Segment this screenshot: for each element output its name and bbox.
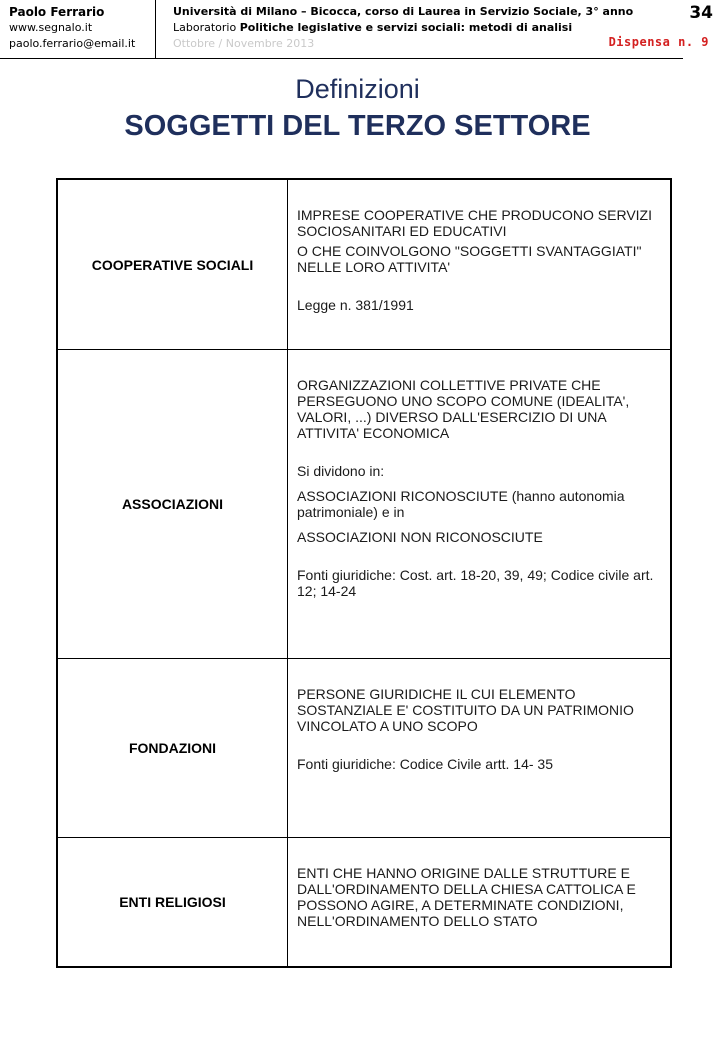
row-description bbox=[288, 659, 670, 837]
dispensa-label: Dispensa n. 9 bbox=[608, 35, 709, 49]
description-text: PERSONE GIURIDICHE IL CUI ELEMENTO SOSTANZIALE E' COSTITUITO DA UN PATRIMONIO VINCOLATO A UNO SCOPO bbox=[297, 686, 634, 734]
date-line: Ottobre / Novembre 2013 bbox=[173, 37, 315, 50]
description-text: ASSOCIAZIONI NON RICONOSCIUTE bbox=[297, 529, 543, 545]
page-number: 34 bbox=[689, 3, 713, 23]
website-link[interactable]: www.segnalo.it bbox=[9, 21, 93, 34]
description-text: Si dividono in: bbox=[297, 463, 385, 479]
lab-title: Politiche legislative e servizi sociali: metodi di analisi bbox=[239, 21, 573, 34]
course-block bbox=[173, 4, 643, 52]
definitions-table bbox=[56, 178, 672, 968]
row-label: FONDAZIONI bbox=[58, 659, 288, 837]
lab-prefix: Laboratorio bbox=[173, 21, 240, 34]
legal-source: Fonti giuridiche: Codice Civile artt. 14- 35 bbox=[297, 756, 554, 772]
header-divider bbox=[155, 0, 156, 58]
row-description bbox=[288, 350, 670, 658]
author-name: Paolo Ferrario bbox=[9, 5, 105, 19]
university-line: Università di Milano – Bicocca, corso di Laurea in Servizio Sociale, 3° anno bbox=[173, 5, 634, 18]
table-row bbox=[58, 350, 670, 659]
author-block bbox=[9, 4, 159, 52]
row-label: ENTI RELIGIOSI bbox=[58, 838, 288, 966]
table-row bbox=[58, 180, 670, 350]
description-text: O CHE COINVOLGONO "SOGGETTI SVANTAGGIATI" NELLE LORO ATTIVITA' bbox=[297, 243, 642, 275]
table-row bbox=[58, 838, 670, 966]
header-rule bbox=[0, 58, 683, 59]
page-title: Definizioni bbox=[295, 74, 420, 104]
description-text: ORGANIZZAZIONI COLLETTIVE PRIVATE CHE PERSEGUONO UNO SCOPO COMUNE (IDEALITA', VALORI, ...) DIVERSO DALL'ESERCIZIO DI UNA ATTIVITA' ECONOMICA bbox=[297, 377, 630, 441]
row-label: ASSOCIAZIONI bbox=[58, 350, 288, 658]
page-header bbox=[0, 0, 720, 58]
row-description bbox=[288, 838, 670, 966]
page-subtitle: SOGGETTI DEL TERZO SETTORE bbox=[124, 110, 591, 142]
description-text: ASSOCIAZIONI RICONOSCIUTE (hanno autonomia patrimoniale) e in bbox=[297, 488, 625, 520]
email-link[interactable]: paolo.ferrario@email.it bbox=[9, 37, 136, 50]
description-text: ENTI CHE HANNO ORIGINE DALLE STRUTTURE E DALL'ORDINAMENTO DELLA CHIESA CATTOLICA E POSSONO AGIRE, A DETERMINATE CONDIZIONI, NELL'ORDINAMENTO DELLO STATO bbox=[297, 865, 636, 929]
legal-source: Legge n. 381/1991 bbox=[297, 297, 414, 313]
row-description bbox=[288, 180, 670, 349]
table-row bbox=[58, 659, 670, 838]
row-label: COOPERATIVE SOCIALI bbox=[58, 180, 288, 349]
description-text: IMPRESE COOPERATIVE CHE PRODUCONO SERVIZI SOCIOSANITARI ED EDUCATIVI bbox=[297, 207, 652, 239]
legal-source: Fonti giuridiche: Cost. art. 18-20, 39, 49; Codice civile art. 12; 14-24 bbox=[297, 567, 654, 599]
lab-line bbox=[173, 20, 643, 36]
